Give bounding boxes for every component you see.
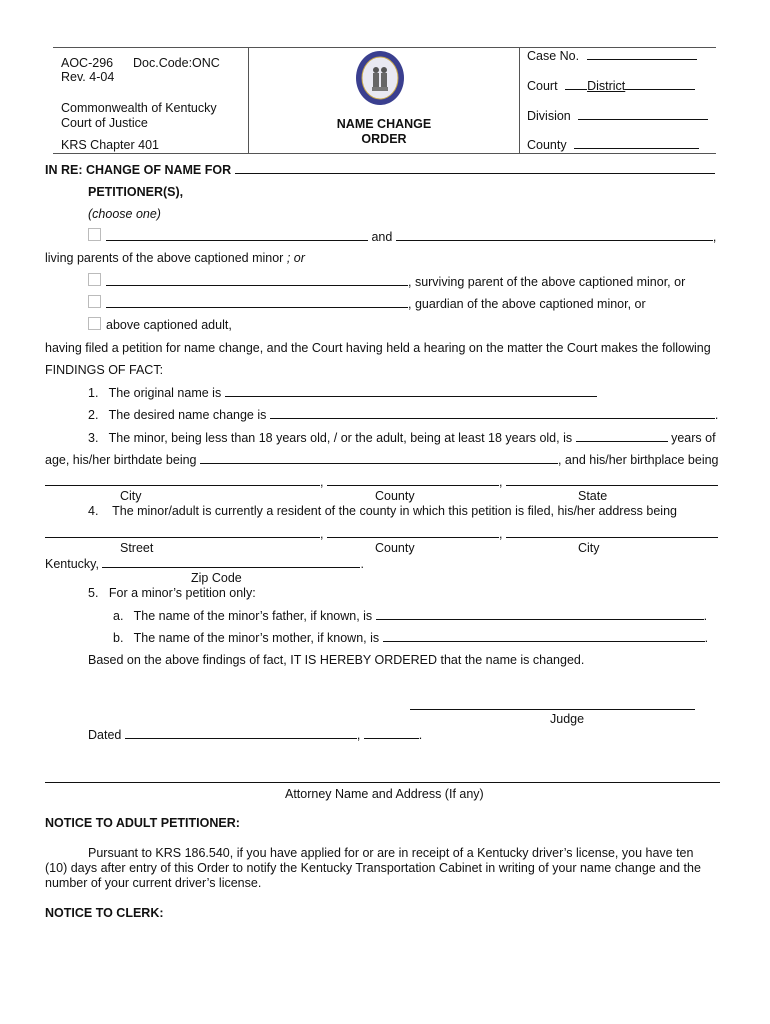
finding-3-number: 3. (88, 431, 99, 445)
in-re-label: IN RE: CHANGE OF NAME FOR (45, 163, 232, 177)
finding-1 (88, 385, 597, 400)
living-parents-suffix: ; or (283, 251, 305, 265)
age-label: age, his/her birthdate being (45, 453, 197, 467)
and-label: and (371, 230, 393, 244)
petitioners-label: PETITIONER(S), (88, 185, 184, 199)
living-parents-line (45, 251, 305, 265)
finding-3-text: The minor, being less than 18 years old, / or the adult, being at least 18 years old, is (108, 431, 573, 445)
birth-state-caption: State (578, 489, 608, 503)
in-re-line (45, 162, 715, 177)
father-name-blank[interactable] (376, 608, 704, 620)
ordered-text: Based on the above findings of fact, IT IS HEREBY ORDERED that the name is changed. (88, 653, 585, 667)
finding-5a: a. The name of the minor’s father, if known, is . (113, 609, 708, 623)
address-city-caption: City (578, 541, 600, 555)
parents-line: and , (106, 229, 716, 244)
attorney-caption: Attorney Name and Address (If any) (285, 787, 484, 801)
header-divider-right (519, 47, 520, 153)
street-blank[interactable] (45, 526, 320, 538)
address-city-blank[interactable] (506, 526, 718, 538)
attorney-line[interactable] (45, 782, 720, 783)
notice-adult-heading: NOTICE TO ADULT PETITIONER: (45, 816, 240, 830)
finding-5b-text: The name of the minor’s mother, if known, is (133, 631, 380, 645)
finding-5-text: For a minor’s petition only: (108, 586, 256, 600)
finding-4 (88, 504, 677, 518)
case-no-field[interactable] (527, 48, 697, 63)
finding-1-text: The original name is (108, 386, 222, 400)
finding-5a-number: a. (113, 609, 124, 623)
birth-state-blank[interactable] (506, 474, 718, 486)
address-county-blank[interactable] (327, 526, 499, 538)
parent2-blank[interactable] (396, 229, 713, 241)
kentucky-zip-line: Kentucky, . (45, 557, 364, 571)
adult-text: above captioned adult, (106, 318, 232, 332)
finding-2-number: 2. (88, 408, 99, 422)
notice-adult-line3: number of your current driver’s license. (45, 876, 262, 890)
court-value: District (587, 79, 626, 93)
guardian-line (106, 296, 646, 311)
revision: Rev. 4-04 (61, 70, 115, 84)
birth-city-blank[interactable] (45, 474, 320, 486)
findings-label: FINDINGS OF FACT: (45, 363, 164, 377)
in-re-blank[interactable] (235, 162, 715, 174)
living-parents-text: living parents of the above captioned minor (45, 251, 284, 265)
finding-2-text: The desired name change is (108, 408, 267, 422)
birthplace-label: , and his/her birthplace being (557, 453, 719, 467)
finding-4-text: The minor/adult is currently a resident of the county in which this petition is filed, his/her address being (112, 504, 677, 518)
address-blanks: , , (45, 526, 718, 541)
parents-checkbox[interactable] (88, 228, 101, 241)
court-name: Court of Justice (61, 116, 148, 130)
dated-line: Dated , . (88, 728, 423, 742)
dated-label: Dated (88, 728, 122, 742)
finding-5b: b. The name of the minor’s mother, if known, is . (113, 631, 709, 645)
birthdate-blank[interactable] (200, 452, 558, 464)
finding-1-number: 1. (88, 386, 99, 400)
court-field[interactable] (527, 78, 695, 93)
birth-county-caption: County (375, 489, 415, 503)
division-label: Division (527, 109, 571, 123)
judge-caption: Judge (550, 712, 585, 726)
year-blank[interactable] (364, 727, 419, 739)
finding-5 (88, 586, 256, 600)
surviving-parent-checkbox[interactable] (88, 273, 101, 286)
guardian-checkbox[interactable] (88, 295, 101, 308)
notice-adult-line2: (10) days after entry of this Order to notify the Kentucky Transportation Cabinet in writing of your name change and the (45, 861, 701, 875)
original-name-blank[interactable] (225, 385, 597, 397)
zip-blank[interactable] (102, 556, 360, 568)
birth-city-caption: City (120, 489, 142, 503)
notice-clerk-heading: NOTICE TO CLERK: (45, 906, 164, 920)
kentucky-label: Kentucky, (45, 557, 99, 571)
age-line (45, 452, 719, 467)
header-bottom-rule (53, 153, 716, 154)
statute: KRS Chapter 401 (61, 138, 159, 152)
years-blank[interactable] (576, 430, 668, 442)
surviving-parent-line (106, 274, 685, 289)
birth-county-blank[interactable] (327, 474, 499, 486)
header-divider-left (248, 47, 249, 153)
notice-adult-line1: Pursuant to KRS 186.540, if you have applied for or are in receipt of a Kentucky driver’s license, you have ten (88, 846, 694, 860)
zip-caption: Zip Code (191, 571, 242, 585)
division-field[interactable] (527, 108, 708, 123)
address-county-caption: County (375, 541, 415, 555)
street-caption: Street (120, 541, 154, 555)
years-of-label: years of (671, 431, 716, 445)
finding-5a-text: The name of the minor’s father, if known, is (133, 609, 373, 623)
judge-signature-line[interactable] (410, 709, 695, 710)
guardian-text: , guardian of the above captioned minor, or (408, 297, 646, 311)
parent1-blank[interactable] (106, 229, 368, 241)
choose-one: (choose one) (88, 207, 161, 221)
guardian-blank[interactable] (106, 296, 408, 308)
adult-checkbox[interactable] (88, 317, 101, 330)
finding-5b-number: b. (113, 631, 124, 645)
case-no-label: Case No. (527, 49, 580, 63)
kentucky-seal-icon (355, 50, 405, 106)
finding-3 (88, 430, 716, 445)
state-name: Commonwealth of Kentucky (61, 101, 217, 115)
title-line1: NAME CHANGE (336, 117, 432, 131)
title-line2: ORDER (361, 132, 407, 146)
county-field[interactable] (527, 137, 699, 152)
finding-5-number: 5. (88, 586, 99, 600)
court-label: Court (527, 79, 558, 93)
desired-name-blank[interactable] (270, 407, 715, 419)
dated-blank[interactable] (125, 727, 357, 739)
finding-2: 2. The desired name change is . (88, 408, 719, 422)
birthplace-blanks: , , (45, 474, 718, 489)
mother-name-blank[interactable] (383, 630, 705, 642)
county-label: County (527, 138, 567, 152)
doc-code: Doc.Code:ONC (133, 56, 220, 70)
surviving-parent-blank[interactable] (106, 274, 408, 286)
having-filed-text: having filed a petition for name change, and the Court having held a hearing on the matter the Court makes the following (45, 341, 711, 355)
surviving-parent-text: , surviving parent of the above captioned minor, or (408, 275, 686, 289)
finding-4-number: 4. (88, 504, 99, 518)
form-code: AOC-296 (61, 56, 114, 70)
